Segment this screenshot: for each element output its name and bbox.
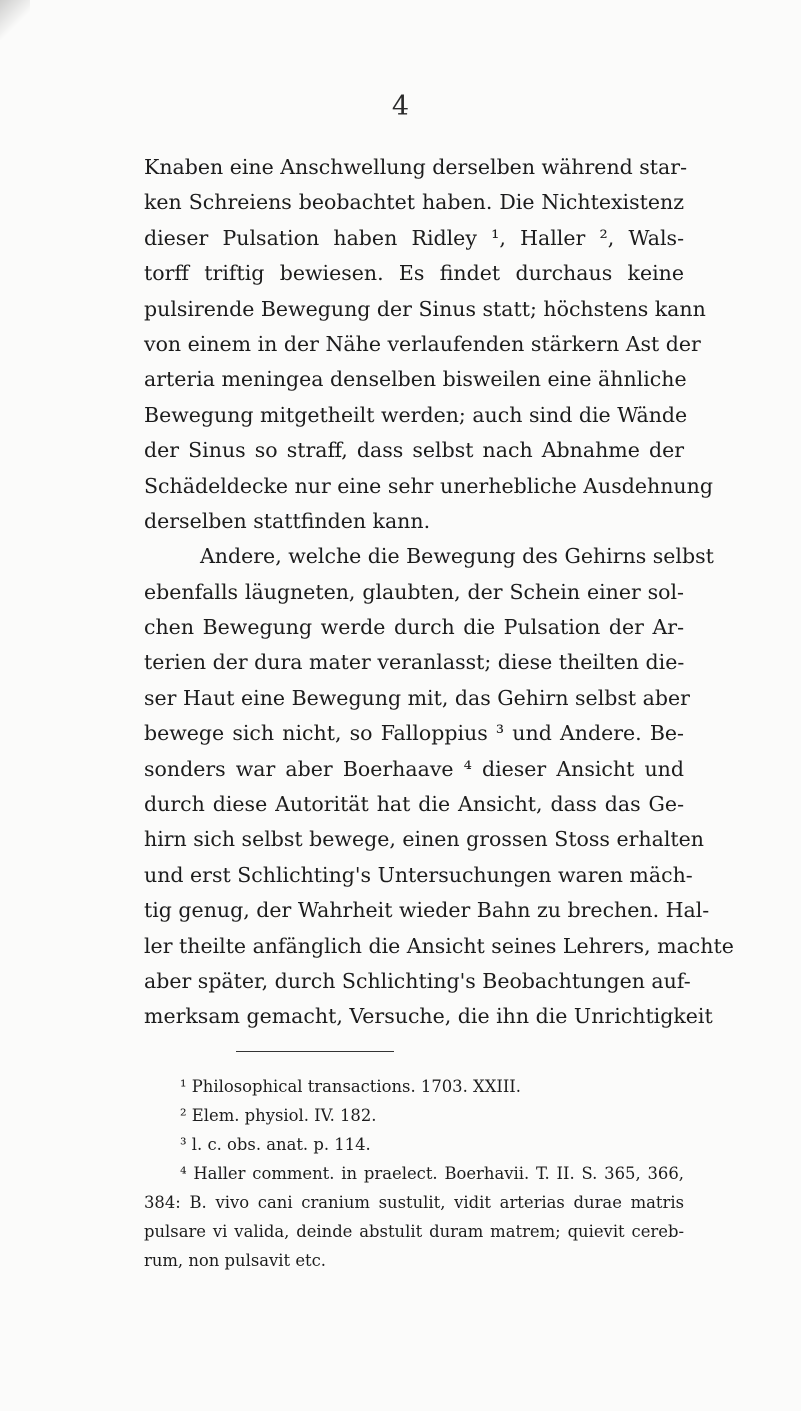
body-line: terien der dura mater veranlasst; diese theilten die- (144, 650, 685, 675)
body-line: durch diese Autorität hat die Ansicht, dass das Ge- (144, 792, 684, 817)
body-line: ler theilte anfänglich die Ansicht seines Lehrers, machte (144, 933, 734, 958)
body-line: derselben stattfinden kann. (144, 508, 431, 533)
footnote-line: ² Elem. physiol. IV. 182. (180, 1106, 377, 1125)
body-line: sonders war aber Boerhaave ⁴ dieser Ansicht und (144, 756, 684, 781)
body-line: von einem in der Nähe verlaufenden stärkern Ast der (144, 331, 701, 356)
body-line: aber später, durch Schlichting's Beobachtungen auf- (144, 968, 691, 993)
footnote-line: rum, non pulsavit etc. (144, 1251, 326, 1270)
footnotes (144, 1072, 684, 1275)
body-text (144, 150, 734, 1035)
body-line: dieser Pulsation haben Ridley ¹, Haller ², Wals- (144, 225, 684, 250)
body-line: Bewegung mitgetheilt werden; auch sind die Wände (144, 402, 688, 427)
body-line: ser Haut eine Bewegung mit, das Gehirn selbst aber (144, 685, 690, 710)
page-number: 4 (391, 91, 410, 122)
body-line: arteria meningea denselben bisweilen eine ähnliche (144, 367, 687, 392)
footnote-line: ¹ Philosophical transactions. 1703. XXIII. (180, 1077, 521, 1096)
body-line: torff triftig bewiesen. Es findet durchaus keine (144, 261, 684, 286)
body-line: der Sinus so straff, dass selbst nach Abnahme der (144, 438, 684, 463)
body-line: tig genug, der Wahrheit wieder Bahn zu brechen. Hal- (144, 898, 710, 923)
footnote-line: ⁴ Haller comment. in praelect. Boerhavii. T. II. S. 365, 366, (180, 1164, 684, 1183)
footnote-separator (236, 1051, 394, 1052)
body-line: Andere, welche die Bewegung des Gehirns selbst (200, 544, 714, 569)
footnote-line: 384: B. vivo cani cranium sustulit, vidit arterias durae matris (144, 1193, 684, 1212)
body-line: pulsirende Bewegung der Sinus statt; höchstens kann (144, 296, 706, 321)
body-line: ken Schreiens beobachtet haben. Die Nichtexistenz (144, 190, 684, 215)
body-line: Schädeldecke nur eine sehr unerhebliche Ausdehnung (144, 473, 713, 498)
footnote-line: ³ l. c. obs. anat. p. 114. (180, 1135, 371, 1154)
body-line: Knaben eine Anschwellung derselben während star- (144, 155, 687, 179)
footnote-line: pulsare vi valida, deinde abstulit duram matrem; quievit cereb- (144, 1222, 684, 1241)
body-line: merksam gemacht, Versuche, die ihn die Unrichtigkeit (144, 1004, 713, 1029)
page-corner-shadow (0, 0, 30, 40)
body-line: hirn sich selbst bewege, einen grossen Stoss erhalten (144, 827, 704, 852)
body-line: chen Bewegung werde durch die Pulsation der Ar- (144, 615, 684, 640)
body-line: ebenfalls läugneten, glaubten, der Schein einer sol- (144, 579, 684, 604)
body-line: und erst Schlichting's Untersuchungen waren mäch- (144, 862, 693, 887)
body-line: bewege sich nicht, so Falloppius ³ und Andere. Be- (144, 721, 684, 746)
